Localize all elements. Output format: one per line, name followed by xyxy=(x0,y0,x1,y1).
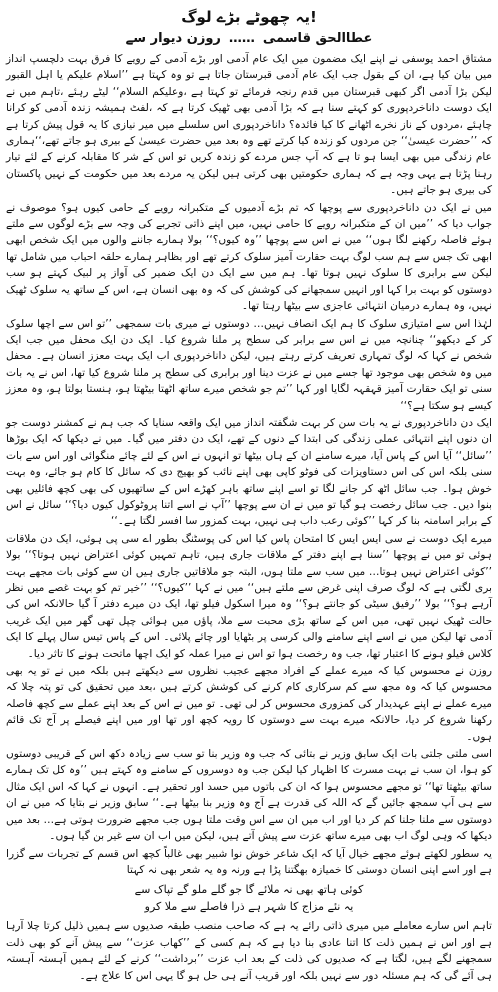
paragraph: ایک دن داناخردپوری نے یہ بات سن کر بہت شگفتہ انداز میں ایک واقعہ سنایا کہ جب ہم نے کمشنر دوست جو ان دنوں اپنے انتہائی عملی زندگی کی ابتدا کے دنوں کے تھے، ایک دن دفتر میں گیا۔ میں نے دیکھا کہ ایک بوڑھا ’’سائل‘‘ آیا اس کے پاس آیا، میرے سامنے ان کے ہاں بیٹھا تو انہوں نے اس کے لئے چائے منگوائی اور اس سے بات سنی بلکہ اس کی اس دستاویزات کی فوٹو کاپی بھی اپنے نائب کو بھیج دی کہ سائل کا کام ہو جائے، وہ بہت خوش ہوا۔ جب سائل اٹھ کر جانے لگا تو اسے اپنے ساتھ باہر کھڑے اس کے ساتھیوں کی بھی کچھ فائلیں بھی بنوا دیں۔ جب سائل رخصت ہو گیا تو میں نے ان سے پوچھا ’’آپ نے اسے اتنا پروٹوکول کیوں دیا؟‘‘ سائل نے اس کے برابر اسامنہ بنا کر کہا ’’کوئی رعب داب ہی نہیں، بہت کمزور سا افسر لگتا ہے۔‘‘ xyxy=(6,416,492,528)
byline xyxy=(6,30,492,47)
verse-line: کوئی ہاتھ بھی نہ ملائے گا جو گلے ملو گے تپاک سے xyxy=(134,883,364,897)
column-title: یہ چھوٹے بڑے لوگ! xyxy=(181,8,317,26)
paragraph: میرے ایک دوست نے سی ایس ایس کا امتحان پاس کیا اس کی پوسٹنگ بطور اے سی پی ہوئی، ایک دن ملاقات ہوئی تو میں نے پوچھا ’’سنا ہے اپنے دفتر کے ملاقات جاری ہیں، تاہم تمہیں کوئی اعتراض نہیں ہوتا؟‘‘ بولا ’’کوئی اعتراض نہیں ہوتا… میں سب سے ملتا ہوں، البتہ جو ملاقاتیں جاری ہیں ان سے کوئی بات مجھے بہت بری لگتی ہے کہ لوگ صرف اپنی غرض سے ملتے ہیں‘‘ میں نے کہا ’’کیوں؟‘‘ ’’خیر تم کو بہت غصے میں نظر آرہے ہو؟‘‘ بولا ’’رفیق سیٹی کو جانتے ہو؟‘‘ وہ میرا اسکول فیلو تھا، ایک دن میرے دفتر آ گیا حالانکہ اس کی حالت ٹھیک نہیں تھی، میں اس کے ساتھ بڑی محبت سے ملا، پاؤں میں ہوائی چپل تھی گھر میں ایک غریب آدمی تھا لیکن میں نے اسے اپنے سامنے والی کرسی پر بٹھایا اور چائے پلائی۔ اس کے پاس تیس سال پہلے کا ایک کلاس فیلو ہونے کا اعتبار تھا، جب وہ رخصت ہوا تو اس نے میرا عملہ کو ایک اچھا ماتحت ہونے کا تاثر دیا۔ xyxy=(6,532,492,660)
byline-separator: …… xyxy=(228,31,255,46)
paragraph: یہ سطور لکھتے ہوئے مجھے خیال آیا کہ ایک شاعر خوش نوا شبیر بھی غالباً کچھ اس قسم کے تجربات سے گزرا ہے اور اسے اپنی انسان دوستی کا خمیازہ بھگتنا پڑا ہے ورنہ وہ یہ شعر بھی نہ کہتا xyxy=(6,847,492,876)
paragraph: لہٰذا اس سے امتیازی سلوک کا ہم ایک انصاف نہیں… دوستوں نے میری بات سمجھی ’’تو اس سے اچھا سلوک کر کے دیکھو‘‘ چنانچہ میں نے اس سے برابر کی سطح پر ملنا شروع کیا۔ ایک دن ایک محفل میں جب ایک شخص نے کہا کہ لوگ تمہاری تعریف کرتے رہتے ہیں، لیکن داناخردپوری اب ایک بہت معزز انسان ہے۔ محفل میں وہ شخص بھی موجود تھا جسے میں نے عزت دینا اور برابری کی سطح پر ملنا شروع کیا تھا، اس نے یہ بات سنی تو ایک حقارت آمیز قہقہہ لگایا اور کہا ’’تم جو شخص میرے ساتھ اٹھتا بیٹھتا ہو، ہنستا بولتا ہو، وہ معزز کیسے ہو سکتا ہے؟‘‘ xyxy=(6,317,492,412)
paragraph: مشتاق احمد یوسفی نے اپنے ایک مضمون میں ایک عام آدمی اور بڑے آدمی کے رویے کا فرق بہت دلچسپ انداز میں بیان کیا ہے، ان کے بقول جب ایک عام آدمی قبرستان جاتا ہے تو وہ کہتا ہے ’’اسلام علیکم یا اہل القبور لیکن بڑا آدمی اگر کبھی قبرستان میں قدم رنجہ فرمائے تو کہتا ہے ،وعلیکم السلام‘‘ لیٹے رہئے ،تاہم میں نے ایک دوست داناخردپوری کو کہتے سنا ہے کہ بڑا آدمی بھی ٹھیک کرتا ہے کہ ،لفٹ ہمیشہ زندہ آدمی کو کرانا چاہئے ،مردوں کے ناز نخرے اٹھانے کا کیا فائدہ؟ داناخردپوری اس سلسلے میں میر نیازی کا یہ قول پیش کرتا ہے کہ ’’حضرت عیسیٰ‘‘ جن مردوں کو زندہ کیا کرتے تھے وہ بعد میں حضرت عیسیٰ کے بیری ہو جاتے تھے،‘‘ہماری عام زندگی میں بھی ایسا ہو تا ہے کہ آپ جس مردے کو زندہ کریں تو اس کے شر کا مقابلہ کرنے کے لئے تیار رہنا پڑتا ہے یہی وجہ ہے کہ ہماری حکومتیں بھی کرتی ہیں لیکن یہ مردے بعد میں حکومت کے نہیں پاکستان کی بیری ہو جاتے ہیں۔ xyxy=(6,53,492,197)
paragraph: میں نے ایک دن داناخردپوری سے پوچھا کہ تم بڑے آدمیوں کے متکبرانہ رویے کے حامی کیوں ہو؟ موصوف نے جواب دیا کہ ’’میں ان کے متکبرانہ رویے کا حامی نہیں، میں اپنے ذاتی تجربے کی وجہ سے بڑے لوگوں سے ملتے ہوئے فاصلہ رکھنے لگا ہوں‘‘ میں نے اس سے پوچھا ’’وہ کیوں؟‘‘ بولا ہمارے جاننے والوں میں ایک شخص ابھی ابھی تک جس سے ہم سب لوگ بہت حقارت آمیز سلوک کرتے تھے اور بظاہر ہمارے حلقہ احباب میں شامل تھا لیکن سے برابری کا سلوک نہیں ہوتا تھا۔ ہم میں سے ایک دن ایک ضمیر کی آواز پر لبیک کہتے ہو سب دوستوں کو بہت برا کہا اور انہیں سمجھانے کی کوشش کی کہ وہ بھی انسان ہے، اس کے ساتھ یہ سلوک ٹھیک نہیں، وہ ہمارے درمیان انتہائی عاجزی سے بیٹھا رہتا تھا۔ xyxy=(6,201,492,313)
poetry-couplet xyxy=(6,881,492,915)
paragraph: روزن نے محسوس کیا کہ میرے عملے کے افراد مجھے عجیب نظروں سے دیکھتے ہیں بلکہ میں نے تو یہ بھی محسوس کیا کہ وہ مجھ سے کم سرکاری کام کرنے کی کوشش کرتے ہیں ،بعد میں تحقیق کی تو پتہ چلا کہ میرے عملے نے اپنے عہدیدار کی کمزوری محسوس کر لی تھی۔ تو میں نے اس کے بعد اپنے عملے سے کچھ فاصلہ رکھنا شروع کر دیا، حالانکہ میرے بہت سے دوستوں کا رویہ کچھ اور تھا اور میں اپنے فیصلے پر آج تک قائم ہوں۔ xyxy=(6,665,492,743)
column-name: روزن دیوار سے xyxy=(125,31,221,46)
paragraph: تاہم اس سارے معاملے میں میری ذاتی رائے یہ ہے کہ صاحب منصب طبقہ صدیوں سے ہمیں ذلیل کرتا چلا آرہا ہے اور اس نے ہمیں ذلت کا اتنا عادی بنا دیا ہے کہ ہم کسی کے ’’کھاب عزت‘‘ سے پیش آنے کو بھی ذلت سمجھنے لگے ہیں، لگتا ہے کہ صدیوں کی ذلت کے بعد اب عزت ’’برداشت‘‘ کرنے کے لئے ہمیں آہستہ آہستہ ہی آئے گی کہ ہم مسئلہ دور سے نہیں بلکہ اور قریب آنے ہی حل ہو گا یہی اس کا علاج ہے۔ xyxy=(6,920,492,982)
author-name: عطاالحق قاسمی xyxy=(262,31,373,46)
verse-line: یہ نئے مزاج کا شہر ہے ذرا فاصلے سے ملا کرو xyxy=(144,900,354,914)
article-body xyxy=(6,51,492,984)
paragraph: اسی ملتی جلتی بات ایک سابق وزیر نے بتائی کہ جب وہ وزیر بنا تو سب سے زیادہ دکھ اس کے قریبی دوستوں کو ہوا، ان سب نے بہت مسرت کا اظہار کیا لیکن جب وہ دوسروں کے سامنے وہ کہتے ہیں ’’وہ کل تک ہمارے ساتھ بیٹھتا تھا‘‘ تو مجھے محسوس ہوا کہ ان کی باتوں میں حسد اور تحقیر ہے۔ انہوں نے کہا کہ اس ایک مثال سے ہی آپ سمجھ جائیں گے کہ اللہ کی قدرت ہے آج وہ وزیر بنا بیٹھا ہے۔‘‘ سابق وزیر نے بتایا کہ میں نے ان دوستوں سے ملنا جلنا کم کر دیا اور اب میں ان سے اس وقت ملتا ہوں جب مجھے ضرورت ہوتی ہے… بعد میں دیکھا کہ وہی لوگ اب بھی میرے ساتھ عزت سے پیش آتے ہیں، لیکن میں اب ان سے غیر بن گیا ہوں۔ xyxy=(6,748,492,843)
